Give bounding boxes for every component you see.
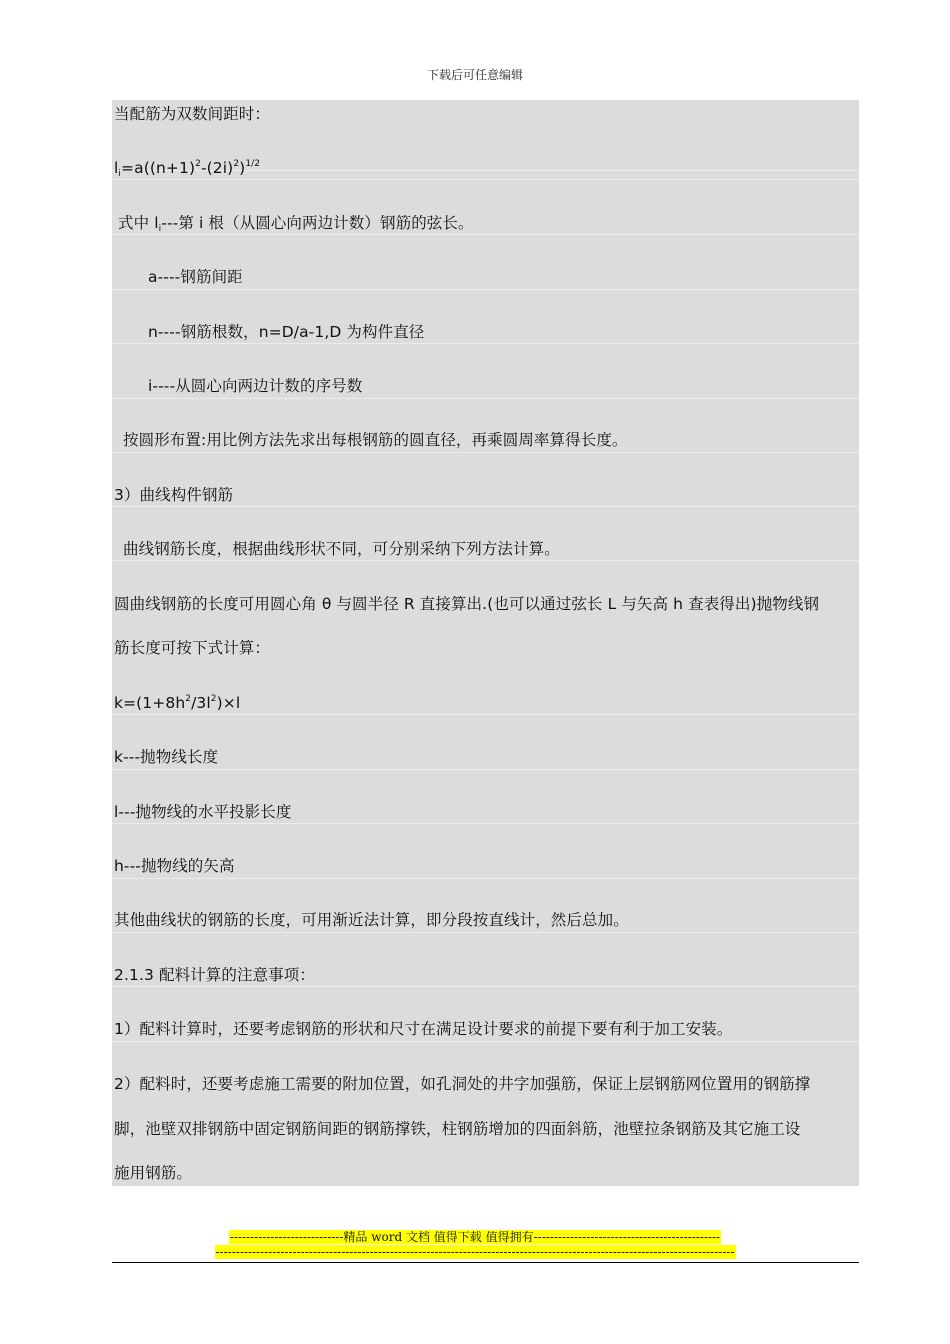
divider <box>112 234 859 235</box>
page-header: 下载后可任意编辑 <box>426 68 523 82</box>
paragraph: 筋长度可按下式计算： <box>114 639 271 657</box>
section-heading: 2.1.3 配料计算的注意事项： <box>114 966 315 984</box>
divider <box>112 343 859 344</box>
footer-rule <box>112 1262 859 1263</box>
divider <box>112 986 859 987</box>
paragraph: 施用钢筋。 <box>114 1164 193 1182</box>
section-heading: 3）曲线构件钢筋 <box>114 486 234 504</box>
paragraph: 式中 $l_i---$第 i 根（从圆心向两边计数）钢筋的弦长。 <box>118 214 474 234</box>
paragraph: 按圆形布置:用比例方法先求出每根钢筋的圆直径，再乘圆周率算得长度。 <box>123 431 628 449</box>
formula-parabola-length: $k=(1+8h^2/3l^2)\times l$ <box>114 694 241 712</box>
divider <box>112 823 859 824</box>
paragraph: i----从圆心向两边计数的序号数 <box>148 377 363 395</box>
divider <box>112 769 859 770</box>
divider <box>112 878 859 879</box>
divider <box>112 506 859 507</box>
footer-banner-text: ----------------------------精品 word 文档 值得下载 值得拥有---------------------------------------------- <box>229 1230 721 1244</box>
divider <box>112 289 859 290</box>
divider <box>112 398 859 399</box>
paragraph: 其他曲线状的钢筋的长度，可用渐近法计算，即分段按直线计，然后总加。 <box>114 911 629 929</box>
paragraph: 2）配料时，还要考虑施工需要的附加位置，如孔洞处的井字加强筋，保证上层钢筋网位置用的钢筋撑 <box>114 1075 811 1093</box>
formula-chord-length: $l_i=a((n+1)^2-(2i)^2)^{1/2}$ <box>114 159 261 179</box>
paragraph: h---抛物线的矢高 <box>114 857 235 875</box>
divider <box>112 932 859 933</box>
paragraph: a----钢筋间距 <box>148 268 243 286</box>
paragraph: 圆曲线钢筋的长度可用圆心角 θ 与圆半径 R 直接算出.(也可以通过弦长 L 与矢高 h 查表得出)抛物线钢 <box>114 595 820 613</box>
paragraph: k---抛物线长度 <box>114 748 219 766</box>
divider <box>112 179 859 180</box>
footer-banner <box>0 1230 950 1245</box>
divider <box>112 560 859 561</box>
footer-banner-dashes <box>0 1245 950 1260</box>
document-body <box>112 100 859 1186</box>
paragraph: 曲线钢筋长度，根据曲线形状不同，可分别采纳下列方法计算。 <box>123 540 560 558</box>
paragraph: 脚，池壁双排钢筋中固定钢筋间距的钢筋撑铁，柱钢筋增加的四面斜筋，池壁拉条钢筋及其它施工设 <box>114 1120 801 1138</box>
paragraph: n----钢筋根数，n=D/a-1,D 为构件直径 <box>148 323 425 341</box>
paragraph: 当配筋为双数间距时： <box>114 105 271 123</box>
footer-banner-text: -------------------------------------------------------------------------------------------------------------------------------- <box>215 1245 735 1259</box>
paragraph: 1）配料计算时，还要考虑钢筋的形状和尺寸在满足设计要求的前提下要有利于加工安装。 <box>114 1020 733 1038</box>
divider <box>112 452 859 453</box>
paragraph: l---抛物线的水平投影长度 <box>114 803 292 821</box>
divider <box>112 714 859 715</box>
divider <box>112 1041 859 1042</box>
